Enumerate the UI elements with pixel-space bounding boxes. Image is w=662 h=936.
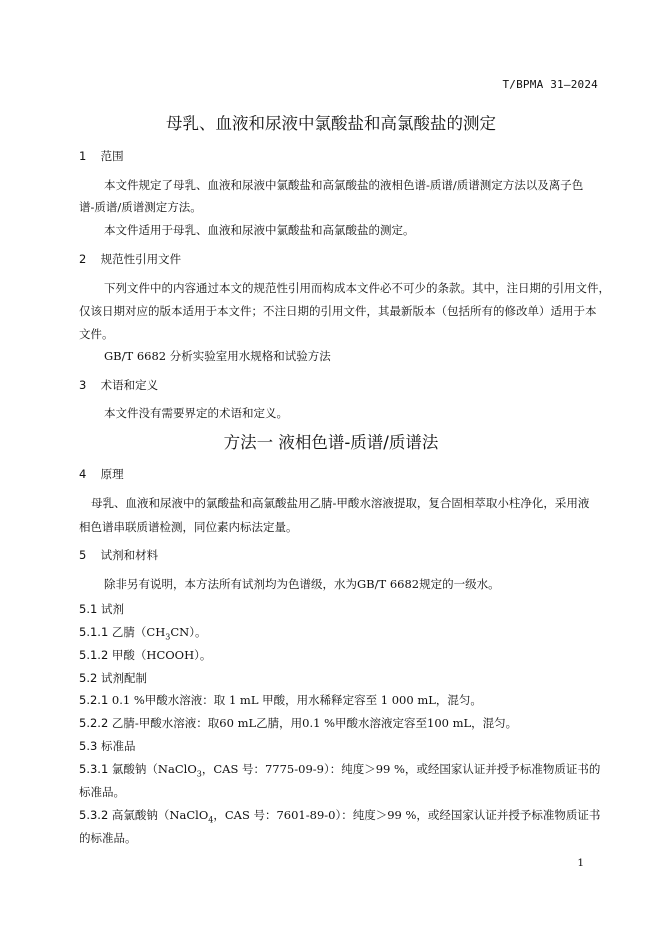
item-5-3-2 (79, 807, 600, 824)
item-continuation: 的标准品。 (79, 831, 137, 845)
section-title: 原理 (100, 467, 124, 481)
section-number: 2 (79, 252, 87, 266)
method-title: 方法一 液相色谱-质谱/质谱法 (223, 433, 439, 452)
paragraph-line: 除非另有说明，本方法所有试剂均为色谱级，水为GB/T 6682规定的一级水。 (104, 577, 500, 591)
item-text: 乙腈（CH (111, 625, 166, 639)
item-5-3-1 (79, 761, 600, 778)
item-continuation: 标准品。 (79, 785, 125, 799)
section-number: 5 (79, 548, 87, 562)
paragraph-line: 相色谱串联质谱检测，同位素内标法定量。 (79, 520, 298, 534)
item-5-2-2 (79, 715, 517, 731)
item-number: 5.1.1 (79, 625, 109, 639)
paragraph-line: 文件。 (79, 327, 114, 341)
subsection-title: 试剂配制 (100, 671, 147, 685)
item-5-1-2 (79, 647, 211, 663)
subsection-5-2-heading (79, 670, 147, 686)
paragraph-line: 谱-质谱/质谱测定方法。 (79, 200, 202, 214)
section-4-heading (79, 466, 124, 482)
item-number: 5.1.2 (79, 648, 109, 662)
item-text: 甲酸（HCOOH）。 (111, 648, 212, 662)
section-title: 术语和定义 (100, 378, 159, 392)
normative-reference: GB/T 6682 分析实验室用水规格和试验方法 (104, 349, 331, 363)
section-title: 试剂和材料 (100, 548, 159, 562)
paragraph-line: 本文件规定了母乳、血液和尿液中氯酸盐和高氯酸盐的液相色谱-质谱/质谱测定方法以及离子色 (104, 178, 584, 192)
item-text: 0.1 %甲酸水溶液：取 1 mL 甲酸，用水稀释定容至 1 000 mL，混匀。 (111, 693, 482, 707)
paragraph-line: 本文件适用于母乳、血液和尿液中氯酸盐和高氯酸盐的测定。 (104, 223, 415, 237)
paragraph-line: 母乳、血液和尿液中的氯酸盐和高氯酸盐用乙腈-甲酸水溶液提取，复合固相萃取小柱净化，采用液 (91, 496, 590, 510)
item-number: 5.3.2 (79, 808, 109, 822)
item-text: ，CAS 号：7775-09-9）：纯度＞99 %，或经国家认证并授予标准物质证书的 (201, 762, 601, 776)
item-text: 高氯酸钠（NaClO (111, 808, 209, 822)
subscript: 4 (208, 815, 214, 825)
item-number: 5.2.1 (79, 693, 109, 707)
subsection-title: 试剂 (100, 602, 124, 616)
section-number: 1 (79, 149, 87, 163)
item-text: 乙腈-甲酸水溶液：取60 mL乙腈，用0.1 %甲酸水溶液定容至100 mL，混匀。 (111, 716, 518, 730)
section-5-heading (79, 547, 158, 563)
document-code: T/BPMA 31—2024 (502, 78, 598, 91)
section-number: 3 (79, 378, 87, 392)
section-number: 4 (79, 467, 87, 481)
page-number: 1 (577, 857, 584, 869)
paragraph-line: 下列文件中的内容通过本文的规范性引用而构成本文件必不可少的条款。其中，注日期的引用文件， (104, 281, 610, 295)
item-5-2-1 (79, 692, 482, 708)
subsection-number: 5.2 (79, 671, 98, 685)
item-5-1-1 (79, 624, 206, 641)
subsection-5-3-heading (79, 738, 135, 754)
subscript: 3 (165, 632, 171, 642)
item-number: 5.3.1 (79, 762, 109, 776)
item-number: 5.2.2 (79, 716, 109, 730)
section-title: 范围 (100, 149, 124, 163)
item-text: CN）。 (170, 625, 207, 639)
section-title: 规范性引用文件 (100, 252, 182, 266)
subsection-number: 5.1 (79, 602, 98, 616)
subscript: 3 (196, 769, 202, 779)
paragraph-line: 仅该日期对应的版本适用于本文件；不注日期的引用文件，其最新版本（包括所有的修改单）适用于本 (79, 304, 597, 318)
subsection-title: 标准品 (100, 739, 136, 753)
subsection-5-1-heading (79, 601, 124, 617)
subsection-number: 5.3 (79, 739, 98, 753)
section-2-heading (79, 251, 181, 267)
section-3-heading (79, 377, 158, 393)
document-title: 母乳、血液和尿液中氯酸盐和高氯酸盐的测定 (166, 114, 496, 133)
paragraph-line: 本文件没有需要界定的术语和定义。 (104, 406, 288, 420)
item-text: 氯酸钠（NaClO (111, 762, 197, 776)
item-text: ，CAS 号：7601-89-0）：纯度＞99 %，或经国家认证并授予标准物质证书 (213, 808, 601, 822)
section-1-heading (79, 148, 124, 164)
